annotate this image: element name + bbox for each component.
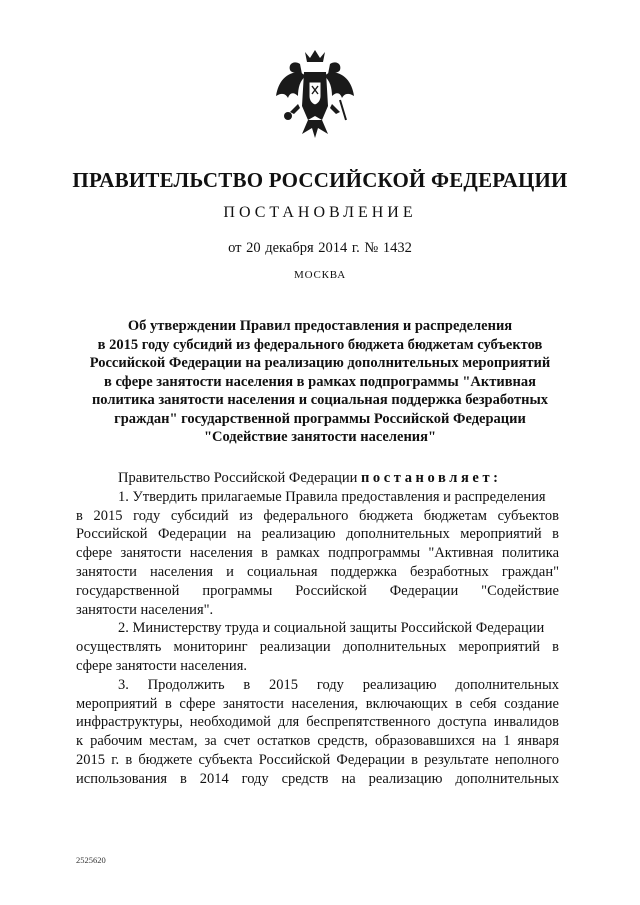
paragraph-line: к рабочим местам, за счет остатков средств, образовавшихся на 1 января (76, 733, 559, 750)
paragraph-line: государственной программы Российской Федерации "Содействие (76, 582, 559, 599)
paragraph-line: занятости населения". (76, 601, 214, 618)
paragraph-line: занятости населения и социальная поддержка безработных граждан" (76, 563, 559, 580)
decree-word: постановляет: (360, 470, 502, 486)
paragraph-line: сфере занятости населения в рамках подпрограммы "Активная политика (76, 545, 559, 562)
paragraph-line: 2015 г. в бюджете субъекта Российской Федерации в результате неполного (76, 751, 559, 768)
government-title: ПРАВИТЕЛЬСТВО РОССИЙСКОЙ ФЕДЕРАЦИИ (72, 168, 568, 192)
paragraph-line: использования в 2014 году средств на реализацию дополнительных (76, 770, 559, 787)
subject-line: в сфере занятости населения в рамках подпрограммы "Активная (103, 373, 537, 390)
subject-line: в 2015 году субсидий из федерального бюджета бюджетам субъектов (97, 336, 543, 353)
document-id: 2525620 (76, 855, 106, 865)
intro-text: Правительство Российской Федерации (118, 470, 358, 486)
subject-line: граждан" государственной программы Российской Федерации (114, 410, 526, 427)
paragraph-line: инфраструктуры, необходимой для беспрепятственного доступа инвалидов (76, 714, 559, 731)
document-date-number: от 20 декабря 2014 г. № 1432 (228, 240, 412, 256)
paragraph-line: осуществлять мониторинг реализации дополнительных мероприятий в (76, 639, 559, 656)
subject-line: политика занятости населения и социальная поддержка безработных (91, 392, 549, 408)
paragraph-line: мероприятий в сфере занятости населения, включающих в себя создание (76, 695, 559, 712)
intro-line (76, 469, 559, 488)
paragraph-line: сфере занятости населения. (76, 657, 247, 674)
subject-line: "Содействие занятости населения" (203, 429, 437, 445)
document-subject (68, 317, 572, 447)
paragraph-line: в 2015 году субсидий из федерального бюджета бюджетам субъектов (76, 507, 559, 524)
paragraph-3 (76, 676, 559, 789)
russian-coat-of-arms-icon (272, 46, 358, 146)
document-type: ПОСТАНОВЛЕНИЕ (223, 204, 417, 221)
paragraph-2 (76, 619, 559, 675)
subject-line: Об утверждении Правил предоставления и распределения (127, 318, 513, 334)
paragraph-line: 3. Продолжить в 2015 году реализацию дополнительных (118, 676, 559, 693)
paragraph-line: 2. Министерству труда и социальной защиты Российской Федерации (118, 620, 545, 637)
paragraph-line: 1. Утвердить прилагаемые Правила предоставления и распределения (118, 488, 546, 505)
paragraph-1 (76, 488, 559, 620)
document-city: МОСКВА (294, 269, 346, 281)
subject-line: Российской Федерации на реализацию дополнительных мероприятий (89, 355, 551, 371)
document-body (76, 469, 559, 789)
paragraph-line: Российской Федерации на реализацию дополнительных мероприятий в (76, 526, 559, 543)
